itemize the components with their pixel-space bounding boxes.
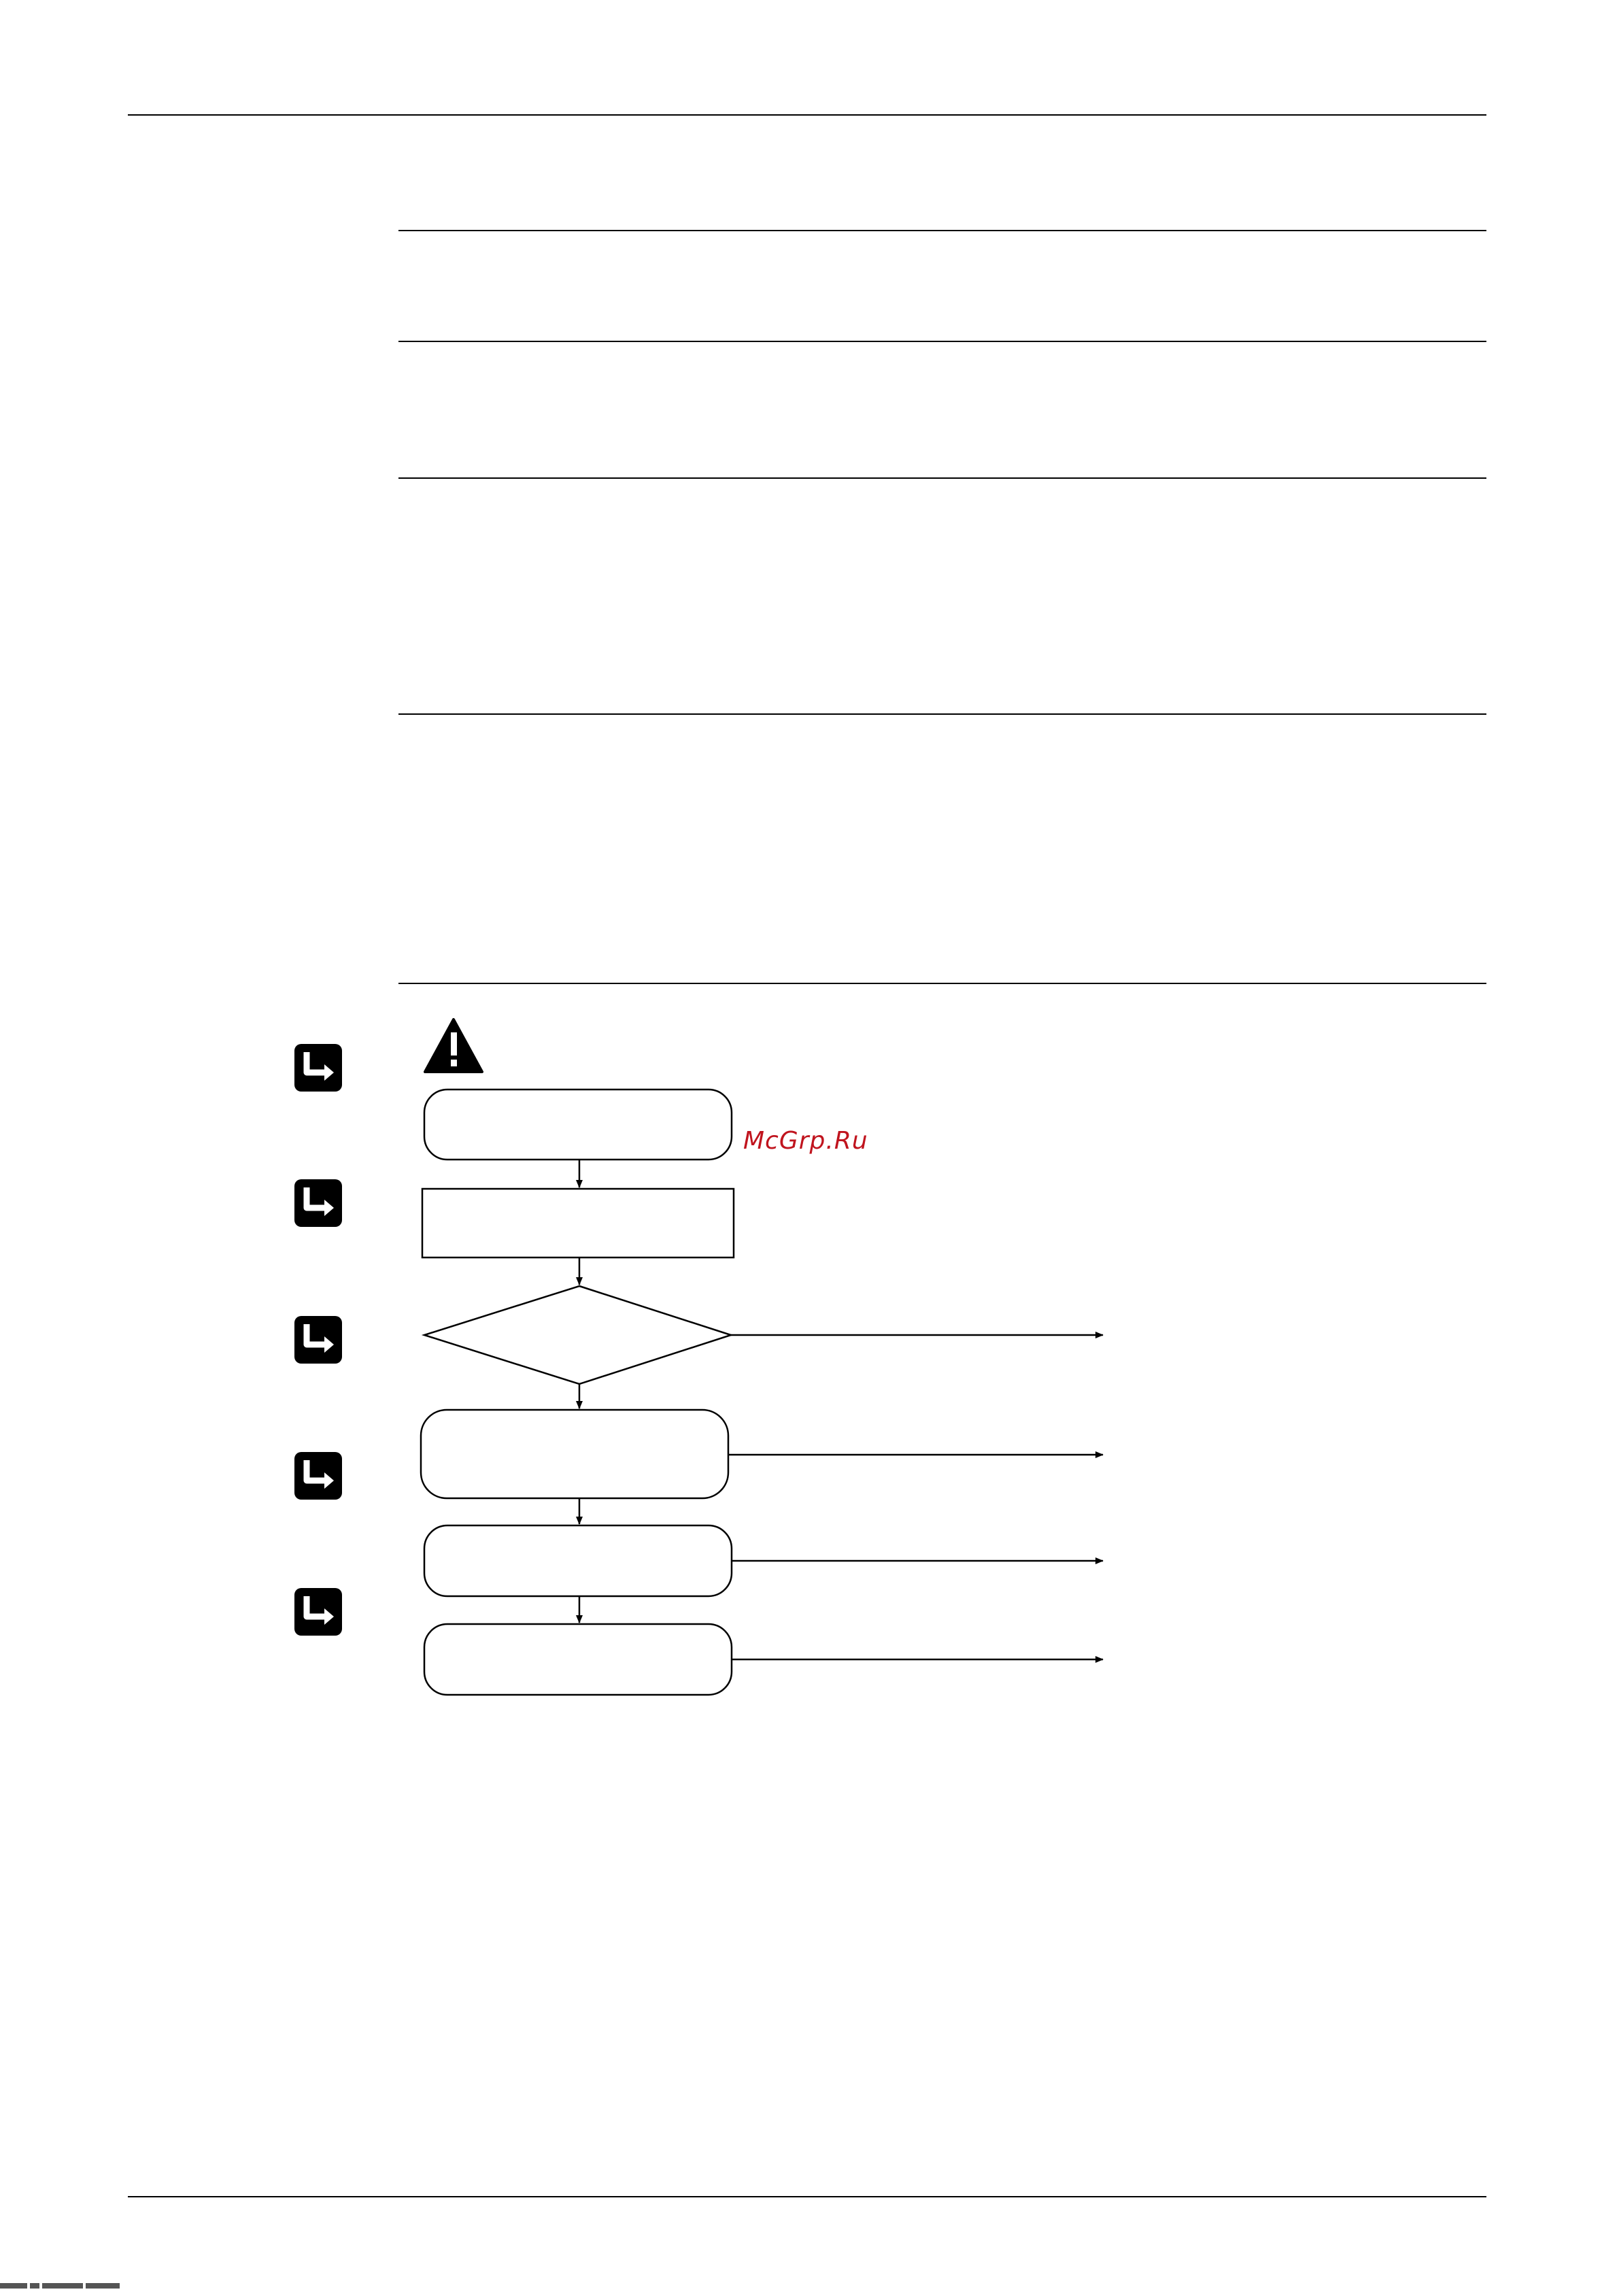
watermark-text: McGrp.Ru [743, 1127, 868, 1155]
flow-node-start [424, 1090, 732, 1160]
flow-node-decision [424, 1286, 731, 1384]
warning-triangle-icon [425, 1019, 482, 1072]
flow-node-step-1 [422, 1189, 734, 1257]
flow-node-step-4 [424, 1624, 732, 1695]
flow-node-step-2 [421, 1410, 728, 1498]
scan-artifact [0, 2283, 177, 2291]
flow-node-step-3 [424, 1525, 732, 1596]
